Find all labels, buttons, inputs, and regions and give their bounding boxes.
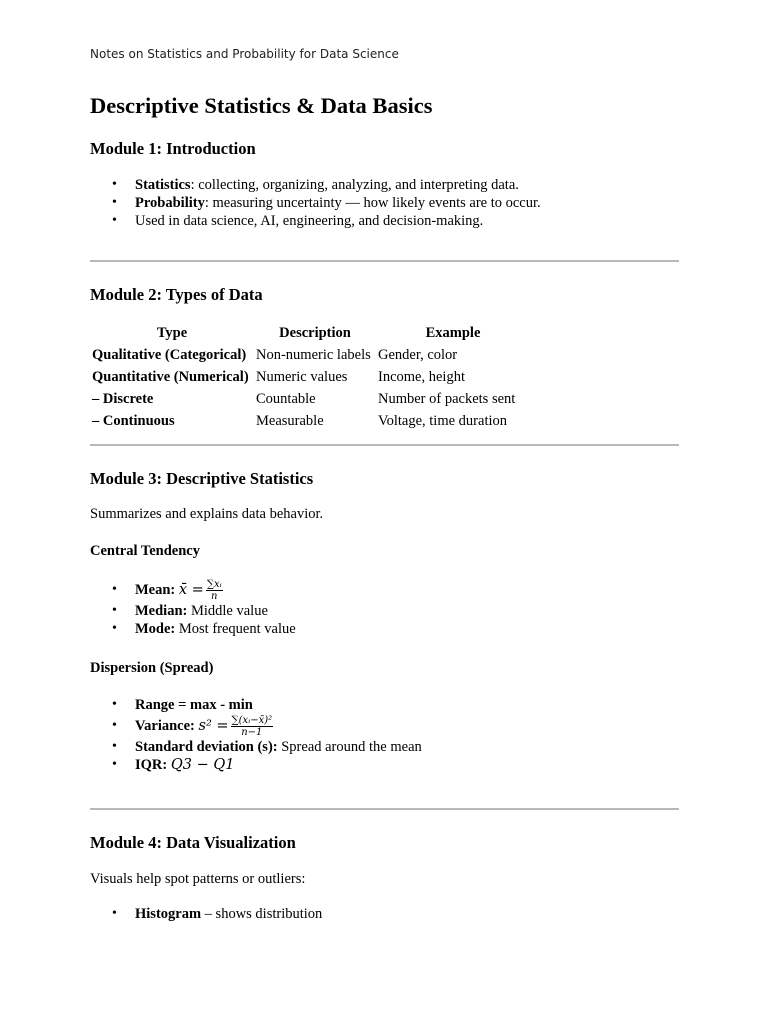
table-cell: – Continuous: [92, 412, 175, 429]
table-cell: Measurable: [256, 412, 324, 429]
mean-formula-lhs: x̄ =: [178, 582, 204, 598]
table-cell: Voltage, time duration: [378, 412, 507, 429]
bullet-text: Used in data science, AI, engineering, and decision-making.: [135, 213, 484, 229]
document-title: Descriptive Statistics & Data Basics: [90, 93, 433, 118]
iqr-formula: Q3 − Q1: [170, 757, 235, 773]
module3-intro: Summarizes and explains data behavior.: [90, 506, 324, 522]
list-item: [90, 212, 541, 230]
iqr-label: IQR:: [135, 757, 168, 773]
section-divider: [90, 444, 679, 446]
table-row: [90, 366, 530, 388]
mean-fraction: [206, 579, 223, 602]
table-row: [90, 388, 530, 410]
table-cell: Quantitative (Numerical): [92, 368, 249, 385]
list-item-variance: [90, 714, 422, 738]
list-item: [90, 176, 541, 194]
bullet-text: : measuring uncertainty — how likely events are to occur.: [204, 195, 541, 211]
central-tendency-heading: Central Tendency: [90, 543, 200, 559]
module1-bullet-list: [90, 176, 541, 230]
table-header-row: [90, 323, 530, 344]
mean-label: Mean:: [135, 582, 176, 598]
bullet-term: Statistics: [135, 177, 191, 193]
list-item-median: [90, 602, 296, 620]
list-item-mean: [90, 578, 296, 602]
table-cell: Number of packets sent: [378, 390, 516, 407]
running-header: Notes on Statistics and Probability for Data Science: [90, 47, 399, 61]
module4-bullet-list: [90, 905, 322, 923]
dispersion-list: [90, 696, 422, 774]
mode-text: Most frequent value: [175, 621, 296, 637]
table-cell: Qualitative (Categorical): [92, 346, 247, 363]
module4-heading: Module 4: Data Visualization: [90, 833, 296, 852]
list-item: [90, 905, 322, 923]
variance-fraction: [231, 715, 274, 738]
variance-numerator: ∑(xᵢ−x̄)²: [231, 715, 273, 727]
list-item-standard-deviation: [90, 738, 422, 756]
section-divider: [90, 808, 679, 810]
range-label: Range = max - min: [135, 697, 253, 713]
bullet-term: Probability: [135, 195, 205, 211]
table-cell: – Discrete: [92, 390, 154, 407]
mean-numerator: ∑xᵢ: [206, 579, 222, 591]
median-label: Median:: [135, 603, 188, 619]
dispersion-heading: Dispersion (Spread): [90, 660, 214, 676]
table-row: [90, 344, 530, 366]
variance-formula-lhs: s² =: [198, 718, 229, 734]
column-header-description: Description: [279, 325, 351, 341]
mode-label: Mode:: [135, 621, 176, 637]
bullet-text: : collecting, organizing, analyzing, and interpreting data.: [190, 177, 519, 193]
table-cell: Gender, color: [378, 346, 458, 363]
module3-heading: Module 3: Descriptive Statistics: [90, 469, 314, 488]
median-text: Middle value: [187, 603, 268, 619]
table-cell: Income, height: [378, 368, 465, 385]
bullet-term: Histogram: [135, 906, 202, 922]
sd-label: Standard deviation (s):: [135, 739, 278, 755]
module4-intro: Visuals help spot patterns or outliers:: [90, 871, 306, 887]
list-item-iqr: [90, 756, 422, 774]
data-types-table: [90, 323, 530, 432]
list-item: [90, 194, 541, 212]
list-item-range: [90, 696, 422, 714]
variance-denominator: n−1: [241, 727, 263, 739]
column-header-type: Type: [156, 325, 188, 341]
table-row: [90, 410, 530, 432]
bullet-text: – shows distribution: [201, 906, 323, 922]
column-header-example: Example: [425, 325, 481, 341]
sd-text: Spread around the mean: [277, 739, 422, 755]
table-cell: Non-numeric labels: [256, 346, 371, 363]
variance-label: Variance:: [135, 718, 195, 734]
module1-heading: Module 1: Introduction: [90, 139, 256, 158]
table-cell: Numeric values: [256, 368, 348, 385]
central-tendency-list: [90, 578, 296, 638]
list-item-mode: [90, 620, 296, 638]
mean-denominator: n: [211, 591, 218, 603]
table-cell: Countable: [256, 390, 316, 407]
section-divider: [90, 260, 679, 262]
module2-heading: Module 2: Types of Data: [90, 285, 263, 304]
